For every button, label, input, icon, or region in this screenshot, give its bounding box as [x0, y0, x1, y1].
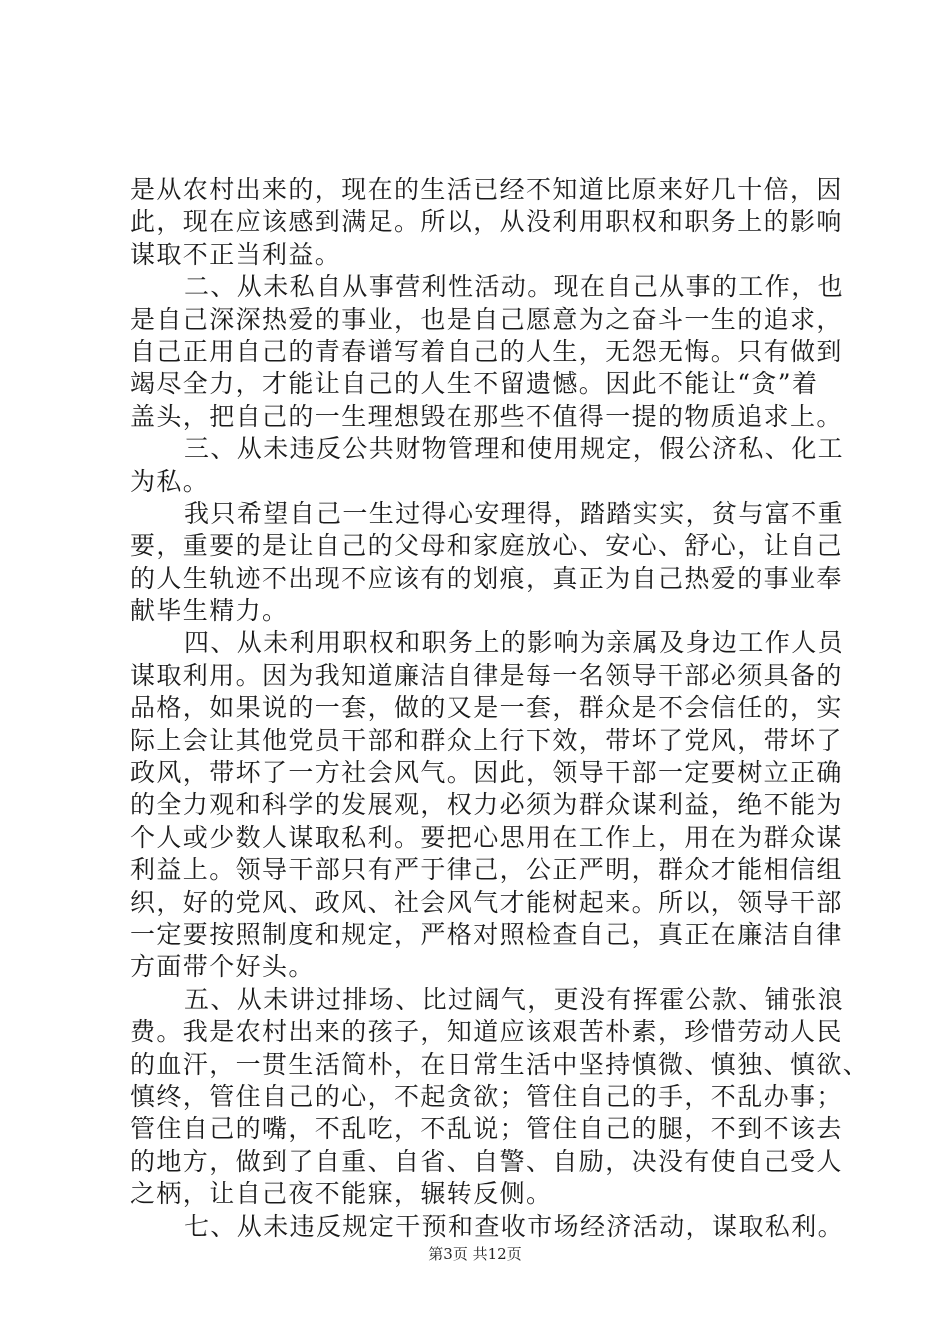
page-number-footer: 第3页 共12页: [428, 1245, 522, 1263]
paragraph-start-line: 二、从未私自从事营利性活动。现在自己从事的工作，也: [184, 272, 845, 302]
text-line: 要，重要的是让自己的父母和家庭放心、安心、舒心，让自己: [130, 531, 843, 561]
text-line: 际上会让其他党员干部和群众上行下效，带坏了党风，带坏了: [130, 725, 843, 755]
paragraph-start-line: 五、从未讲过排场、比过阔气，更没有挥霍公款、铺张浪: [184, 984, 845, 1014]
text-line: 方面带个好头。: [130, 952, 315, 982]
paragraph-start-line: 四、从未利用职权和职务上的影响为亲属及身边工作人员: [184, 628, 845, 658]
text-line: 个人或少数人谋取私利。要把心思用在工作上，用在为群众谋: [130, 822, 843, 852]
text-line: 政风，带坏了一方社会风气。因此，领导干部一定要树立正确: [130, 758, 843, 788]
text-line: 慎终，管住自己的心，不起贪欲；管住自己的手，不乱办事；: [130, 1081, 843, 1111]
paragraph-start-line: 三、从未违反公共财物管理和使用规定，假公济私、化工: [184, 434, 845, 464]
text-line: 织，好的党风、政风、社会风气才能树起来。所以，领导干部: [130, 887, 843, 917]
text-line: 费。我是农村出来的孩子，知道应该艰苦朴素，珍惜劳动人民: [130, 1017, 843, 1047]
text-line: 是自己深深热爱的事业，也是自己愿意为之奋斗一生的追求，: [130, 304, 843, 334]
text-line: 自己正用自己的青春谱写着自己的人生，无怨无悔。只有做到: [130, 336, 843, 366]
text-line: 的人生轨迹不出现不应该有的划痕，真正为自己热爱的事业奉: [130, 563, 843, 593]
text-line: 谋取不正当利益。: [130, 239, 342, 269]
text-line: 献毕生精力。: [130, 596, 289, 626]
paragraph-start-line: 我只希望自己一生过得心安理得，踏踏实实，贫与富不重: [184, 498, 845, 528]
document-body: [130, 174, 870, 1243]
text-line: 的全力观和科学的发展观，权力必须为群众谋利益，绝不能为: [130, 790, 843, 820]
text-line: 盖头，把自己的一生理想毁在那些不值得一提的物质追求上。: [130, 401, 843, 431]
text-line: 竭尽全力，才能让自己的人生不留遗憾。因此不能让“贪”着: [130, 369, 819, 399]
text-line: 是从农村出来的，现在的生活已经不知道比原来好几十倍，因: [130, 175, 843, 204]
text-line: 此，现在应该感到满足。所以，从没利用职权和职务上的影响: [130, 207, 843, 237]
text-line: 为私。: [130, 466, 210, 496]
text-line: 谋取利用。因为我知道廉洁自律是每一名领导干部必须具备的: [130, 660, 843, 690]
text-line: 管住自己的嘴，不乱吃，不乱说；管住自己的腿，不到不该去: [130, 1114, 843, 1144]
text-line: 的地方，做到了自重、自省、自警、自励，决没有使自己受人: [130, 1146, 843, 1176]
text-line: 之柄，让自己夜不能寐，辗转反侧。: [130, 1179, 553, 1209]
text-line: 一定要按照制度和规定，严格对照检查自己，真正在廉洁自律: [130, 919, 843, 949]
text-line: 利益上。领导干部只有严于律己，公正严明，群众才能相信组: [130, 855, 843, 885]
paragraph-start-line: 七、从未违反规定干预和查收市场经济活动，谋取私利。: [184, 1211, 845, 1241]
text-line: 的血汗，一贯生活简朴，在日常生活中坚持慎微、慎独、慎欲、: [130, 1049, 870, 1079]
text-line: 品格，如果说的一套，做的又是一套，群众是不会信任的，实: [130, 693, 843, 723]
